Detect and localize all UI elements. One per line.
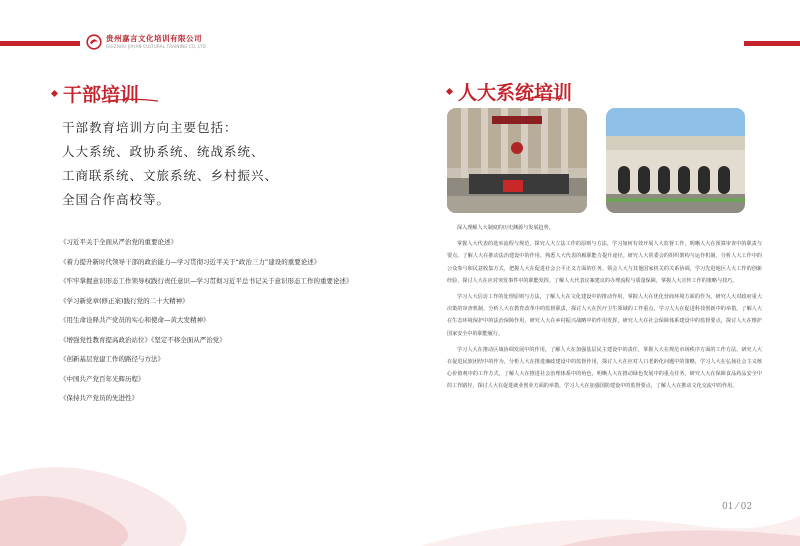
building-photo bbox=[606, 108, 745, 213]
paragraph: 深入理解人大制度的历史渊源与发展趋势。 bbox=[457, 225, 554, 231]
diamond-bullet-icon bbox=[51, 90, 58, 97]
company-logo-icon bbox=[86, 34, 102, 50]
header-bar-left bbox=[0, 41, 80, 46]
wave-decoration-icon bbox=[0, 456, 800, 546]
brush-underline-icon bbox=[100, 96, 160, 106]
company-logo bbox=[86, 34, 206, 50]
paragraph: 掌握人大代表的选举流程与规范，探究人大立法工作的原则与方法，学习如何有效开展人大监督工作，明晰人大在预算审查中的职责与要点。了解人大在推动法治建设中的作用，熟悉人大代表的履职能力提升途径。研究人大常委会的组织架构与运作机制，分析人大工作中的公众参与和民意收集方式，把握人大在促进社会公平正义方面的任务。领会人大与其他国家机关的关系协调，学习先进地区人大工作的创新经验，探讨人大在应对突发事件中的职能发挥。了解人大代表议案建议的办理流程与质量保障，掌握人大宣传工作的策略与技巧。 bbox=[447, 241, 762, 284]
npc-description bbox=[447, 222, 762, 397]
section-title-text: 人大系统培训 bbox=[458, 82, 573, 104]
course-item: 《保持共产党员的先进性》 bbox=[60, 394, 138, 402]
header-bar-right bbox=[744, 41, 800, 46]
section-title-text: 干部培训 bbox=[63, 84, 140, 106]
paragraph: 学习人大在推动区域协调发展中的作用，了解人大在加强基层民主建设中的责任，掌握人大在规范市场秩序方面的工作方法。研究人大在促进民族团结中的作为，分析人大在推进廉政建设中的监督作用，探讨人大在应对人口老龄化问题中的策略，学习人大在弘扬社会主义核心价值观中的工作方式，了解人大在推进社会治理体系中的角色，明晰人大在推动绿色发展中的重点任务。研究人大在保障食品药品安全中的工作路径，探讨人大在促进就业创业方面的举措，学习人大在加强国防建设中的监督要点，了解人大在推动文化交流中的作用。 bbox=[447, 346, 762, 390]
group-photo-image bbox=[447, 108, 587, 213]
diamond-bullet-icon bbox=[446, 88, 453, 95]
course-item: 《中国共产党百年光辉历程》 bbox=[60, 374, 145, 383]
course-item: 《牢牢掌握意识形态工作领导权践行责任意识—学习贯彻习近平总书记关于意识形态工作的重要论述》 bbox=[60, 277, 353, 285]
course-item: 《用生命诠释共产党员的实心和使命—黄大发精神》 bbox=[60, 316, 210, 324]
company-name-en: GUIZHOU JIAYAN CULTURAL TRAINING CO.,LTD bbox=[106, 43, 206, 49]
course-item: 《增强党性教育提高政治站位》《坚定不移全面从严治党》 bbox=[60, 335, 226, 344]
group-photo bbox=[447, 108, 587, 213]
course-item: 《创新基层党建工作的路径与方法》 bbox=[60, 355, 164, 363]
intro-line: 干部教育培训方向主要包括： bbox=[62, 120, 238, 135]
course-item: 《习近平关于全面从严治党的重要论述》 bbox=[60, 238, 177, 246]
course-item: 《学习新党章(修正案)践行党的二十大精神》 bbox=[60, 296, 189, 305]
intro-line: 工商联系统、文旅系统、乡村振兴、 bbox=[62, 168, 279, 183]
building-photo-image bbox=[606, 108, 745, 213]
intro-line: 人大系统、政协系统、统战系统、 bbox=[62, 144, 265, 159]
brush-underline-icon bbox=[515, 94, 565, 104]
intro-block bbox=[62, 116, 342, 212]
paragraph: 学习人大信访工作的处理原则与方法，了解人大在文化建设中的推动作用，掌握人大在优化营商环境方面的作为。研究人大对政府重大决策的审查机制，分析人大在教育改革中的监督职责，探讨人大在医疗卫生领域的工作重点，学习人大在促进科技创新中的举措。了解人大在生态环境保护中的法治保障作用，研究人大在乡村振兴战略中的作用发挥，研究人大在社会保障体系建设中的监督要点，探讨人大在维护国家安全中的职能履行。 bbox=[447, 294, 762, 337]
course-list bbox=[60, 233, 390, 409]
intro-line: 全国合作高校等。 bbox=[62, 192, 171, 207]
company-name-cn: 贵州嘉言文化培训有限公司 bbox=[106, 34, 202, 44]
page-number: 01 ⁄ 02 bbox=[722, 502, 753, 512]
course-item: 《着力提升新时代领导干部的政治能力—学习贯彻习近平关于“政治三力”建设的重要论述》 bbox=[60, 257, 321, 266]
